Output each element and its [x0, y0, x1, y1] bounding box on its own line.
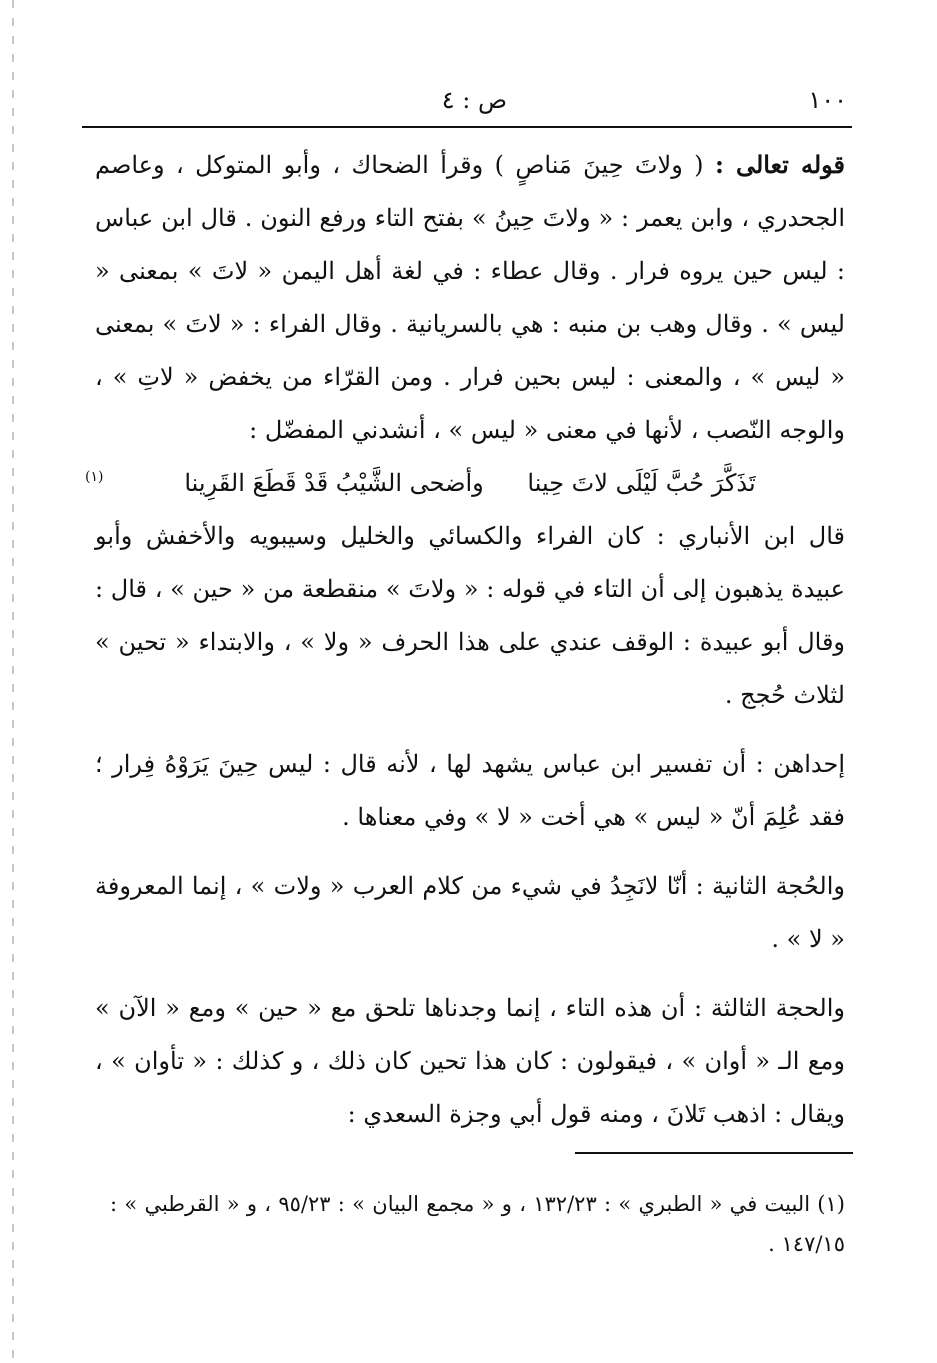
paragraph-spacer [95, 966, 845, 982]
paragraph-5: والحجة الثالثة : أن هذه التاء ، إنما وجدناها تلحق مع « حين » ومع « الآن » ومع الـ « أوان » ، فيقولون : كان هذا تحين كان ذلك ، و كذلك : « تأوان » ، ويقال : اذهب تَلانَ ، ومنه قول أبي وجزة السعدي : [95, 994, 846, 1128]
paragraph-spacer [95, 844, 845, 860]
footnote-rule [575, 1152, 853, 1154]
verse-second-hemistich: وأضحى الشَّيْبُ قَدْ قَطَعَ القَرِينا [184, 469, 484, 497]
surah-reference: ص : ٤ [441, 86, 507, 114]
paragraph-1-text: ( ولاتَ حِينَ مَناصٍ ) وقرأ الضحاك ، وأبو المتوكل ، وعاصم الجحدري ، وابن يعمر : « ولاتَ حِينُ » بفتح التاء ورفع النون . قال ابن عباس : ليس حين يروه فرار . وقال عطاء : في لغة أهل اليمن « لاتَ » بمعنى « ليس » . وقال وهب بن منبه : هي بالسريانية . وقال الفراء : « لاتَ » بمعنى « ليس » ، والمعنى : ليس بحين فرار . ومن القرّاء من يخفض « لاتِ » ، والوجه النّصب ، لأنها في معنى « ليس » ، أنشدني المفضّل : [95, 151, 845, 444]
header-rule [82, 126, 852, 128]
paragraph-4: والحُجة الثانية : أنّا لانَجِدُ في شيء من كلام العرب « ولات » ، إنما المعروفة « لا » . [95, 872, 845, 953]
paragraph-1-lead: قوله تعالى : [714, 150, 846, 179]
page-header [80, 86, 847, 120]
footnote-marker: (١) [85, 469, 104, 485]
poetry-verse [85, 457, 845, 510]
verse-first-hemistich: تَذَكَّرَ حُبَّ لَيْلَى لاتَ حِينا [527, 469, 756, 497]
paragraph-1 [95, 138, 845, 457]
binding-edge-dots [12, 0, 14, 1363]
paragraph-2: قال ابن الأنباري : كان الفراء والكسائي والخليل وسيبويه والأخفش وأبو عبيدة يذهبون إلى أن التاء في قوله : « ولاتَ » منقطعة من « حين » ، قال : وقال أبو عبيدة : الوقف عندي على هذا الحرف « ولا » ، والابتداء « تحين » لثلاث حُجج . [95, 522, 845, 709]
footnote: (١) البيت في « الطبري » : ١٣٢/٢٣ ، و « مجمع البيان » : ٩٥/٢٣ ، و « القرطبي » : ١٤٧/١٥ . [110, 1192, 845, 1256]
page-number: ١٠٠ [808, 86, 847, 114]
main-text [85, 138, 846, 1141]
paragraph-spacer [95, 722, 845, 738]
paragraph-3: إحداهن : أن تفسير ابن عباس يشهد لها ، لأنه قال : ليس حِينَ يَرَوْهُ فِرار ؛ فقد عُلِمَ أنّ « ليس » هي أخت « لا » وفي معناها . [95, 750, 845, 831]
